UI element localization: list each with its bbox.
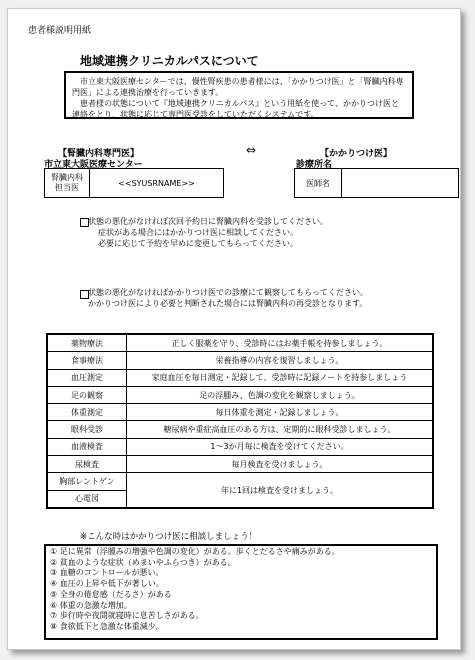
table-desc: 正しく服薬を守り、受診時にはお薬手帳を持参しましょう。 [127,334,434,352]
table-row [47,438,433,455]
clinic-name-label: 診療所名 [296,160,333,170]
list-item: ④ 血圧の上昇や低下が著しい。 [50,579,164,589]
list-item: ⑥ 体重の急激な増加。 [50,600,132,610]
symptoms-box [44,544,438,640]
list-item: ⑤ 全身の倦怠感（だるさ）がある [50,589,172,599]
family-doctor-heading: 【かかりつけ医】 [320,149,393,159]
list-item: ③ 血糖のコントロールが悪い。 [50,568,164,578]
option2-text [88,287,368,309]
table-row [47,369,433,386]
table-desc: 糖尿病や重症高血圧のある方は、定期的に眼科受診しましょう。 [127,421,434,438]
table-row [47,386,433,403]
specialist-name-field[interactable]: <<SYUSRNAME>> [118,178,195,188]
doctor-name-field[interactable] [342,169,458,197]
list-item: ② 貧血のような症状（めまいやふらつき）がある。 [50,557,236,567]
table-desc: 毎月検査を受けましょう。 [127,456,434,473]
table-row [47,404,433,421]
doctor-name-label: 医師名 [295,169,342,197]
option1-line2: 症状がある場合にはかかりつけ医に相談してください。 [98,228,298,237]
table-item: 血液検査 [47,438,127,455]
table-desc: 足の浮腫み、色調の変化を観察しましょう。 [127,386,434,403]
option1-text [88,216,328,249]
table-desc: 栄養指導の内容を復習しましょう。 [127,352,434,369]
table-desc: 1～3か月毎に検査を受けてください。 [127,438,434,455]
table-desc: 家庭血圧を毎日測定・記録して、受診時に記録ノートを持参しましょう [127,369,434,386]
option1-line3: 必要に応じて予約を早めに変更してもらってください。 [98,239,298,248]
table-item: 食事療法 [47,352,127,369]
hospital-name: 市立東大阪医療センター [44,160,143,170]
table-item: 眼科受診 [47,421,127,438]
form-label: 患者様説明用紙 [28,26,92,36]
specialist-label [45,169,90,197]
list-item: ⑦ 歩行時や夜間就寝時に息苦しさがある。 [50,611,204,621]
option1-line1: 状態の悪化がなければ次回予約日に腎臓内科を受診してください。 [88,217,328,226]
table-row [47,473,433,490]
list-item: ⑧ 食欲低下と急激な体重減少。 [50,621,164,631]
table-item: 薬物療法 [47,334,127,352]
table-item: 胸部レントゲン [47,473,127,490]
document-page [7,8,461,650]
table-item: 血圧測定 [47,369,127,386]
table-row [47,456,433,473]
family-doctor-box [294,168,459,198]
intro-paragraph-2: 患者様の状態について『地域連携クリニカルパス』という用紙を使って、かかりつけ医と連絡をとり、状態に応じて専門医受診をしていただくシステムです。 [72,99,399,119]
table-item: 足の観察 [47,386,127,403]
consult-note: ※こんな時はかかりつけ医に相談しましょう！ [80,532,258,542]
table-row [47,334,433,352]
table-item: 心電図 [47,490,127,508]
page-title: 地域連携クリニカルパスについて [80,54,259,68]
option2-line2: かかりつけ医により必要と判断された場合には腎臓内科の再受診となります。 [88,299,368,308]
specialist-label-line2: 担当医 [55,183,79,192]
specialist-label-line1: 腎臓内科 [51,173,83,182]
table-row [47,421,433,438]
table-item: 体重測定 [47,404,127,421]
intro-box [64,71,414,119]
table-item: 尿検査 [47,456,127,473]
specialist-box [44,168,224,198]
intro-paragraph-1: 市立東大阪医療センターでは、慢性腎疾患の患者様には、「かかりつけ医」と「腎臓内科専門医」による連携治療を行っていきます。 [72,77,404,97]
self-care-table [46,333,434,509]
table-desc: 毎日体重を測定・記録しましょう。 [127,404,434,421]
specialist-heading: 【腎臓内科専門医】 [58,149,140,159]
table-row [47,352,433,369]
bidirectional-arrow-icon: ⇔ [246,143,257,157]
list-item: ① 足に異常（浮腫みの増強や色調の変化）がある。歩くとだるさや痛みがある。 [50,547,340,556]
option2-line1: 状態の悪化がなければかかりつけ医での診療にて観察してもらってください。 [88,288,368,297]
table-desc: 年に1回は検査を受けましょう。 [127,473,434,508]
